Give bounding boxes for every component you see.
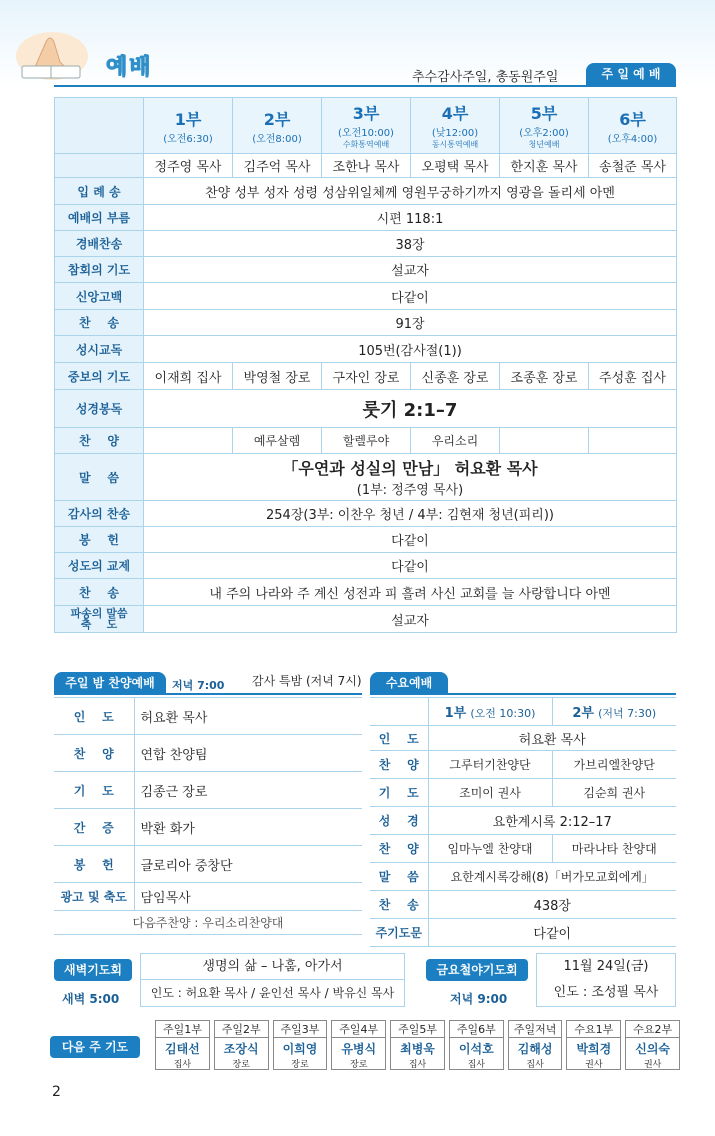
order-value: 254장(3부: 이찬우 청년 / 4부: 김현재 청년(피리))	[144, 501, 677, 527]
prayer-name	[214, 1038, 269, 1070]
pastor-cell: 한지훈 목사	[500, 154, 589, 178]
evening-special: 감사 특밤 (저녁 7시)	[252, 674, 362, 688]
order-row	[55, 310, 677, 336]
service-cell	[500, 98, 589, 154]
order-value: 내 주의 나라와 주 계신 성전과 피 흘려 사신 교회를 늘 사랑합니다 아멘	[144, 579, 677, 606]
intercessor-cell: 이재희 집사	[144, 363, 233, 390]
evening-label: 간 증	[54, 809, 134, 846]
wednesday-row	[370, 726, 676, 751]
pastor-row	[55, 154, 677, 178]
wednesday-value: 그루터기찬양단	[428, 751, 552, 779]
prayer-name-text: 김해성	[517, 1042, 553, 1056]
wednesday-value: 임마누엘 찬양대	[428, 835, 552, 863]
pastor-cell: 김주억 목사	[233, 154, 322, 178]
pastor-cell: 송철준 목사	[589, 154, 677, 178]
service-note: 동시통역예배	[431, 140, 479, 149]
sunday-worship-table	[54, 97, 677, 633]
evening-value: 연합 찬양팀	[134, 735, 362, 772]
prayer-name	[273, 1038, 328, 1070]
corner-cell	[55, 154, 144, 178]
service-note: 청년예배	[528, 140, 560, 149]
sermon-sub: (1부: 정주영 목사)	[356, 483, 464, 498]
prayer-role: 장로	[291, 1060, 309, 1070]
order-value: 찬양 성부 성자 성령 성삼위일체께 영원무궁하기까지 영광을 돌리세 아멘	[144, 178, 677, 205]
evening-title: 주일 밤 찬양예배	[54, 672, 166, 694]
order-label: 파송의 말씀 축 도	[55, 606, 144, 633]
prayer-name-text: 유병식	[341, 1042, 377, 1056]
prayer-name	[331, 1038, 386, 1070]
prayer-role: 장로	[232, 1060, 250, 1070]
evening-row	[54, 883, 362, 911]
evening-label: 봉 헌	[54, 846, 134, 883]
prayer-name-text: 박희경	[576, 1042, 612, 1056]
prayer-name-text: 최병욱	[400, 1042, 435, 1056]
order-label: 성도의 교제	[55, 553, 144, 579]
order-value: 설교자	[144, 257, 677, 283]
prayer-slot-label: 수요2부	[625, 1020, 680, 1038]
service-time: (오전6:30)	[163, 133, 213, 145]
evening-value: 담임목사	[134, 883, 362, 911]
wednesday-col2-time: (저녁 7:30)	[598, 707, 657, 720]
scripture-value: 룻기 2:1–7	[144, 390, 677, 428]
prayer-name-text: 조장식	[223, 1042, 259, 1056]
service-time: (오전8:00)	[252, 133, 302, 145]
choir-cell: 예루살렘	[233, 428, 322, 454]
order-row	[55, 205, 677, 231]
service-num: 1부	[174, 109, 202, 129]
evening-row	[54, 735, 362, 772]
dawn-theme: 생명의 삶 – 나훔, 아가서	[141, 954, 404, 980]
service-num: 6부	[619, 109, 646, 129]
prayer-slot-label: 수요1부	[566, 1020, 621, 1038]
prayer-slot-label: 주일1부	[155, 1020, 210, 1038]
section-title: 예배	[106, 55, 153, 80]
evening-row	[54, 846, 362, 883]
order-value: 시편 118:1	[144, 205, 677, 231]
prayer-slot-label: 주일5부	[390, 1020, 445, 1038]
order-value: 38장	[144, 231, 677, 257]
intercessor-cell: 신종훈 장로	[411, 363, 500, 390]
order-row	[55, 579, 677, 606]
wednesday-value: 김순희 권사	[552, 779, 676, 807]
prayer-role: 집사	[408, 1060, 427, 1070]
friday-time: 저녁 9:00	[450, 992, 508, 1006]
order-row	[55, 527, 677, 553]
evening-label: 광고 및 축도	[54, 883, 134, 911]
header-subtitle: 추수감사주일, 총동원주일	[412, 70, 559, 85]
corner-cell	[55, 98, 144, 154]
evening-value: 김종근 장로	[134, 772, 362, 809]
intercessor-cell: 주성훈 집사	[589, 363, 677, 390]
order-row	[55, 178, 677, 205]
dawn-time: 새벽 5:00	[62, 992, 120, 1006]
service-cell	[589, 98, 677, 154]
wednesday-label: 성 경	[370, 807, 428, 835]
wednesday-value: 요한계시록강해(8)「버가모교회에게」	[428, 863, 676, 891]
prayer-name	[155, 1038, 210, 1070]
choir-cell	[500, 428, 589, 454]
choir-cell	[144, 428, 233, 454]
praying-hands-icon	[14, 22, 92, 82]
order-label: 입 례 송	[55, 178, 144, 205]
order-label: 말 씀	[55, 454, 144, 501]
order-label: 중보의 기도	[55, 363, 144, 390]
service-note: 수화통역예배	[342, 140, 390, 149]
prayer-slot	[566, 1020, 621, 1072]
order-label: 찬 송	[55, 579, 144, 606]
wednesday-col1	[428, 698, 552, 726]
intercession-row	[55, 363, 677, 390]
wednesday-rule	[370, 693, 676, 695]
service-header-row	[55, 98, 677, 154]
service-num: 5부	[530, 104, 558, 123]
wednesday-title: 수요예배	[370, 672, 448, 694]
dawn-leaders: 인도 : 허요환 목사 / 윤인선 목사 / 박유신 목사	[150, 986, 395, 1000]
order-value: 91장	[144, 310, 677, 336]
prayer-slot-label: 주일저녁	[508, 1020, 563, 1038]
wednesday-row	[370, 807, 676, 835]
evening-label: 인 도	[54, 698, 134, 735]
service-time: (오후2:00)	[519, 128, 569, 139]
intercessor-cell: 박영철 장로	[233, 363, 322, 390]
wednesday-label: 찬 송	[370, 891, 428, 919]
wednesday-row	[370, 835, 676, 863]
prayer-name	[449, 1038, 504, 1070]
wednesday-table	[370, 697, 676, 947]
order-label: 예배의 부름	[55, 205, 144, 231]
order-label: 찬 양	[55, 428, 144, 454]
prayer-slot-label: 주일4부	[331, 1020, 386, 1038]
evening-row	[54, 809, 362, 846]
wednesday-value: 마라나타 찬양대	[552, 835, 676, 863]
pastor-cell: 오평택 목사	[411, 154, 500, 178]
dawn-title: 새벽기도회	[54, 959, 132, 981]
prayer-slot	[449, 1020, 504, 1072]
prayer-role: 권사	[585, 1060, 603, 1070]
wednesday-label: 인 도	[370, 726, 428, 751]
evening-time: 저녁 7:00	[172, 679, 225, 692]
prayer-name	[566, 1038, 621, 1070]
prayer-name	[390, 1038, 445, 1070]
choir-row	[55, 428, 677, 454]
dawn-box	[140, 953, 405, 1007]
pastor-cell: 조한나 목사	[322, 154, 411, 178]
prayer-role: 집사	[526, 1060, 544, 1070]
evening-row	[54, 698, 362, 735]
choir-cell: 우리소리	[411, 428, 500, 454]
friday-leader: 인도 : 조성필 목사	[553, 985, 659, 1000]
prayer-name-text: 이희영	[282, 1042, 318, 1056]
pastor-cell: 정주영 목사	[144, 154, 233, 178]
order-row	[55, 553, 677, 579]
service-cell	[411, 98, 500, 154]
order-label: 성경봉독	[55, 390, 144, 428]
prayer-slot	[273, 1020, 328, 1072]
friday-title: 금요철야기도회	[426, 959, 528, 981]
prayer-name-text: 김태선	[165, 1042, 200, 1056]
evening-label: 기 도	[54, 772, 134, 809]
header-rule	[54, 85, 676, 87]
service-cell	[233, 98, 322, 154]
prayer-slot	[214, 1020, 269, 1072]
wednesday-header-row	[370, 698, 676, 726]
next-prayer-title: 다음 주 기도	[50, 1036, 140, 1058]
choir-cell: 할렐루야	[322, 428, 411, 454]
order-value: 105번(감사절(1))	[144, 336, 677, 363]
corner-cell	[370, 698, 428, 726]
order-label: 찬 송	[55, 310, 144, 336]
prayer-role: 장로	[350, 1060, 368, 1070]
service-cell	[144, 98, 233, 154]
wednesday-row	[370, 891, 676, 919]
wednesday-value: 조미이 권사	[428, 779, 552, 807]
sermon-title: 「우연과 성실의 만남」 허요환 목사	[282, 459, 538, 478]
service-num: 3부	[352, 104, 380, 123]
service-num: 4부	[441, 104, 469, 123]
intercessor-cell: 조종훈 장로	[500, 363, 589, 390]
prayer-name-text: 이석호	[458, 1042, 494, 1056]
wednesday-col2	[552, 698, 676, 726]
order-label: 신앙고백	[55, 283, 144, 310]
page-number: 2	[52, 1084, 61, 1100]
wednesday-label: 찬 양	[370, 751, 428, 779]
service-time: (낮12:00)	[431, 128, 479, 139]
wednesday-row	[370, 779, 676, 807]
choir-cell	[589, 428, 677, 454]
wednesday-value: 요한계시록 2:12–17	[428, 807, 676, 835]
prayer-slot	[625, 1020, 680, 1072]
wednesday-label: 주기도문	[370, 919, 428, 947]
prayer-role: 집사	[467, 1060, 485, 1070]
prayer-name-text: 신의숙	[635, 1042, 671, 1056]
evening-value: 박환 화가	[134, 809, 362, 846]
evening-value: 허요환 목사	[134, 698, 362, 735]
order-row	[55, 231, 677, 257]
order-value: 다같이	[144, 527, 677, 553]
sermon-cell	[144, 454, 677, 501]
order-row	[55, 501, 677, 527]
intercessor-cell: 구자인 장로	[322, 363, 411, 390]
evening-rule	[54, 693, 362, 695]
service-time: (오후4:00)	[607, 133, 658, 145]
evening-value: 글로리아 중창단	[134, 846, 362, 883]
sermon-row	[55, 454, 677, 501]
evening-next: 다음주찬양 : 우리소리찬양대	[54, 911, 362, 935]
wednesday-value: 다같이	[428, 919, 676, 947]
evening-label: 찬 양	[54, 735, 134, 772]
evening-next-row	[54, 911, 362, 935]
wednesday-value: 허요환 목사	[428, 726, 676, 751]
service-num: 2부	[263, 109, 291, 129]
prayer-slot	[155, 1020, 210, 1072]
wednesday-col2-num: 2부	[572, 706, 594, 721]
prayer-slot	[331, 1020, 386, 1072]
wednesday-row	[370, 919, 676, 947]
order-row	[55, 257, 677, 283]
prayer-slot-label: 주일3부	[273, 1020, 328, 1038]
order-label: 감사의 찬송	[55, 501, 144, 527]
order-value: 다같이	[144, 553, 677, 579]
order-label: 봉 헌	[55, 527, 144, 553]
order-row	[55, 606, 677, 633]
tab-sunday-worship: 주 일 예 배	[586, 63, 676, 85]
next-prayer-grid	[155, 1020, 680, 1072]
evening-table	[54, 697, 362, 935]
service-time: (오전10:00)	[338, 128, 394, 139]
prayer-slot-label: 주일2부	[214, 1020, 269, 1038]
prayer-role: 권사	[643, 1060, 662, 1070]
wednesday-col1-time: (오전 10:30)	[470, 707, 536, 720]
evening-row	[54, 772, 362, 809]
wednesday-label: 찬 양	[370, 835, 428, 863]
order-label: 성시교독	[55, 336, 144, 363]
prayer-role: 집사	[173, 1060, 192, 1070]
order-row	[55, 390, 677, 428]
order-value: 설교자	[144, 606, 677, 633]
prayer-name	[508, 1038, 563, 1070]
wednesday-label: 말 씀	[370, 863, 428, 891]
prayer-name	[625, 1038, 680, 1070]
wednesday-label: 기 도	[370, 779, 428, 807]
friday-box	[536, 953, 676, 1007]
wednesday-value: 438장	[428, 891, 676, 919]
order-value: 다같이	[144, 283, 677, 310]
wednesday-row	[370, 863, 676, 891]
service-cell	[322, 98, 411, 154]
order-label: 경배찬송	[55, 231, 144, 257]
prayer-slot	[508, 1020, 563, 1072]
friday-date: 11월 24일(금)	[563, 959, 649, 974]
order-row	[55, 283, 677, 310]
wednesday-row	[370, 751, 676, 779]
prayer-slot	[390, 1020, 445, 1072]
wednesday-value: 가브리엘찬양단	[552, 751, 676, 779]
order-row	[55, 336, 677, 363]
prayer-slot-label: 주일6부	[449, 1020, 504, 1038]
wednesday-col1-num: 1부	[444, 706, 467, 721]
order-label: 참회의 기도	[55, 257, 144, 283]
